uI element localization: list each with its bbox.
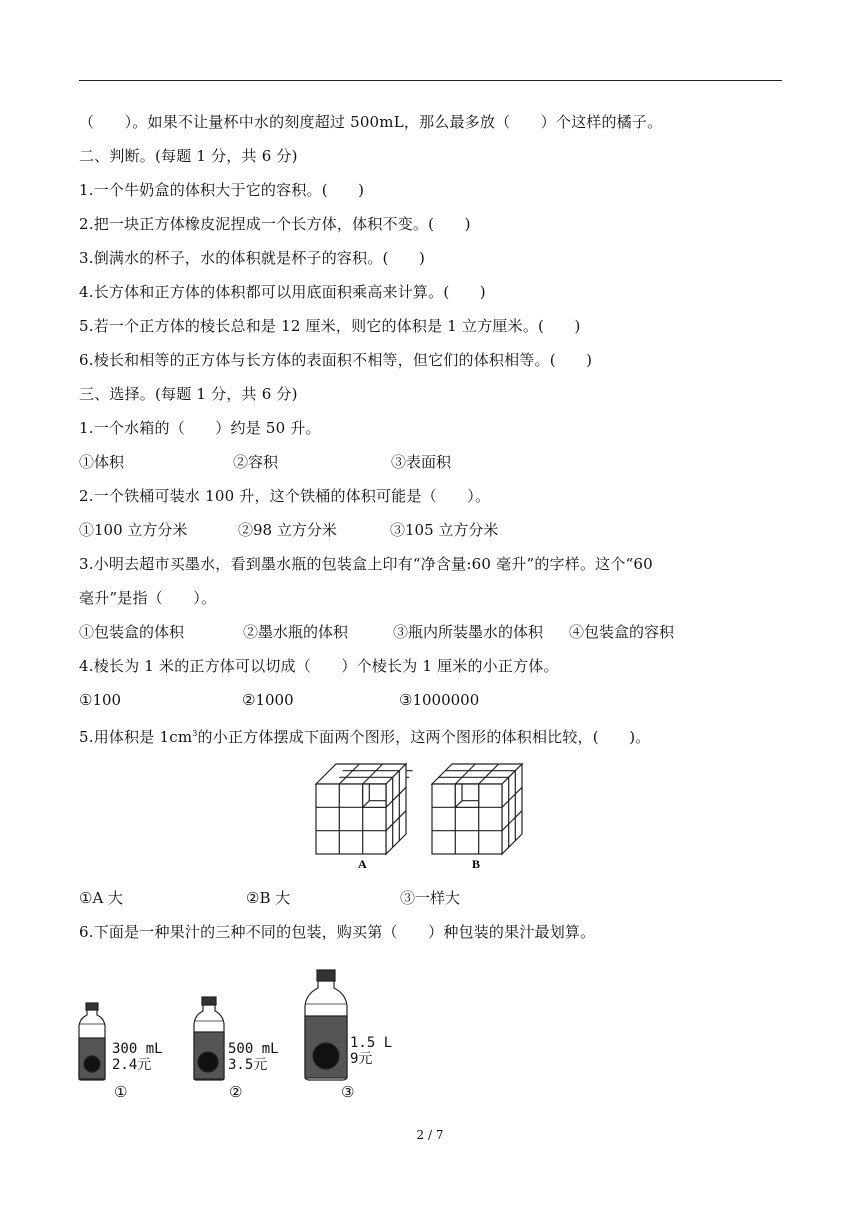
choice-q4: 4.棱长为 1 米的正方体可以切成（ ）个棱长为 1 厘米的小正方体。	[79, 657, 559, 675]
figure-label-b: B	[472, 857, 481, 871]
cube-stack-b	[432, 764, 522, 854]
bottle-3-price: 9元	[350, 1051, 373, 1067]
option: ①体积	[79, 453, 125, 471]
judge-item-5: 5.若一个正方体的棱长总和是 12 厘米，则它的体积是 1 立方厘米。( )	[79, 317, 581, 335]
option: ②1000	[242, 691, 294, 709]
judge-item-1: 1.一个牛奶盒的体积大于它的容积。( )	[79, 181, 365, 199]
section-judge-title: 二、判断。(每题 1 分，共 6 分)	[79, 147, 298, 165]
bottle-1	[79, 1003, 105, 1080]
option: ③1000000	[399, 691, 480, 709]
option: ①100	[79, 691, 122, 709]
cube-stacks-figure	[312, 760, 542, 872]
bottle-2	[194, 997, 224, 1080]
cube-stack-a	[316, 764, 413, 854]
option: ③105 立方分米	[390, 521, 499, 539]
header-rule	[79, 80, 782, 81]
choice-q6: 6.下面是一种果汁的三种不同的包装，购买第（ ）种包装的果汁最划算。	[79, 923, 596, 941]
q5-text-post: 的小正方体摆成下面两个图形，这两个图形的体积相比较，( )。	[197, 728, 651, 746]
section-choice-title: 三、选择。(每题 1 分，共 6 分)	[79, 385, 298, 403]
bottle-3	[305, 970, 347, 1080]
option: ①100 立方分米	[79, 521, 188, 539]
option: ①A 大	[79, 889, 124, 907]
choice-q3-line1: 3.小明去超市买墨水，看到墨水瓶的包装盒上印有“净含量:60 毫升”的字样。这个“60	[79, 555, 653, 573]
judge-item-2: 2.把一块正方体橡皮泥捏成一个长方体，体积不变。( )	[79, 215, 471, 233]
bottle-3-volume: 1.5 L	[350, 1035, 393, 1051]
choice-q5	[79, 724, 650, 747]
option: ②容积	[233, 453, 279, 471]
figure-label-a: A	[358, 857, 367, 871]
question-continuation: （ ）。如果不让量杯中水的刻度超过 500mL，那么最多放（ ）个这样的橘子。	[79, 113, 663, 131]
bottle-1-price: 2.4元	[112, 1057, 152, 1073]
option: ①包装盒的体积	[79, 623, 185, 641]
option: ②B 大	[246, 889, 291, 907]
juice-bottles-figure	[74, 966, 404, 1102]
option: ②98 立方分米	[238, 521, 337, 539]
option: ③一样大	[400, 889, 461, 907]
bottle-1-volume: 300 mL	[112, 1041, 163, 1057]
option: ④包装盒的容积	[569, 623, 675, 641]
bottle-2-number: ②	[229, 1083, 243, 1101]
q5-text-pre: 5.用体积是 1cm	[79, 728, 193, 746]
judge-item-6: 6.棱长和相等的正方体与长方体的表面积不相等，但它们的体积相等。( )	[79, 351, 593, 369]
page-number: 2 / 7	[416, 1128, 444, 1142]
choice-q1: 1.一个水箱的（ ）约是 50 升。	[79, 419, 321, 437]
bottle-3-number: ③	[341, 1083, 355, 1101]
choice-q2: 2.一个铁桶可装水 100 升，这个铁桶的体积可能是（ ）。	[79, 487, 491, 505]
option: ②墨水瓶的体积	[243, 623, 349, 641]
option: ③瓶内所装墨水的体积	[393, 623, 544, 641]
bottle-1-number: ①	[114, 1083, 128, 1101]
judge-item-4: 4.长方体和正方体的体积都可以用底面积乘高来计算。( )	[79, 283, 486, 301]
choice-q3-line2: 毫升”是指（ ）。	[79, 589, 217, 607]
q5-superscript: 3	[192, 729, 198, 738]
option: ③表面积	[391, 453, 452, 471]
judge-item-3: 3.倒满水的杯子，水的体积就是杯子的容积。( )	[79, 249, 426, 267]
bottle-2-price: 3.5元	[228, 1057, 268, 1073]
bottle-2-volume: 500 mL	[228, 1041, 279, 1057]
